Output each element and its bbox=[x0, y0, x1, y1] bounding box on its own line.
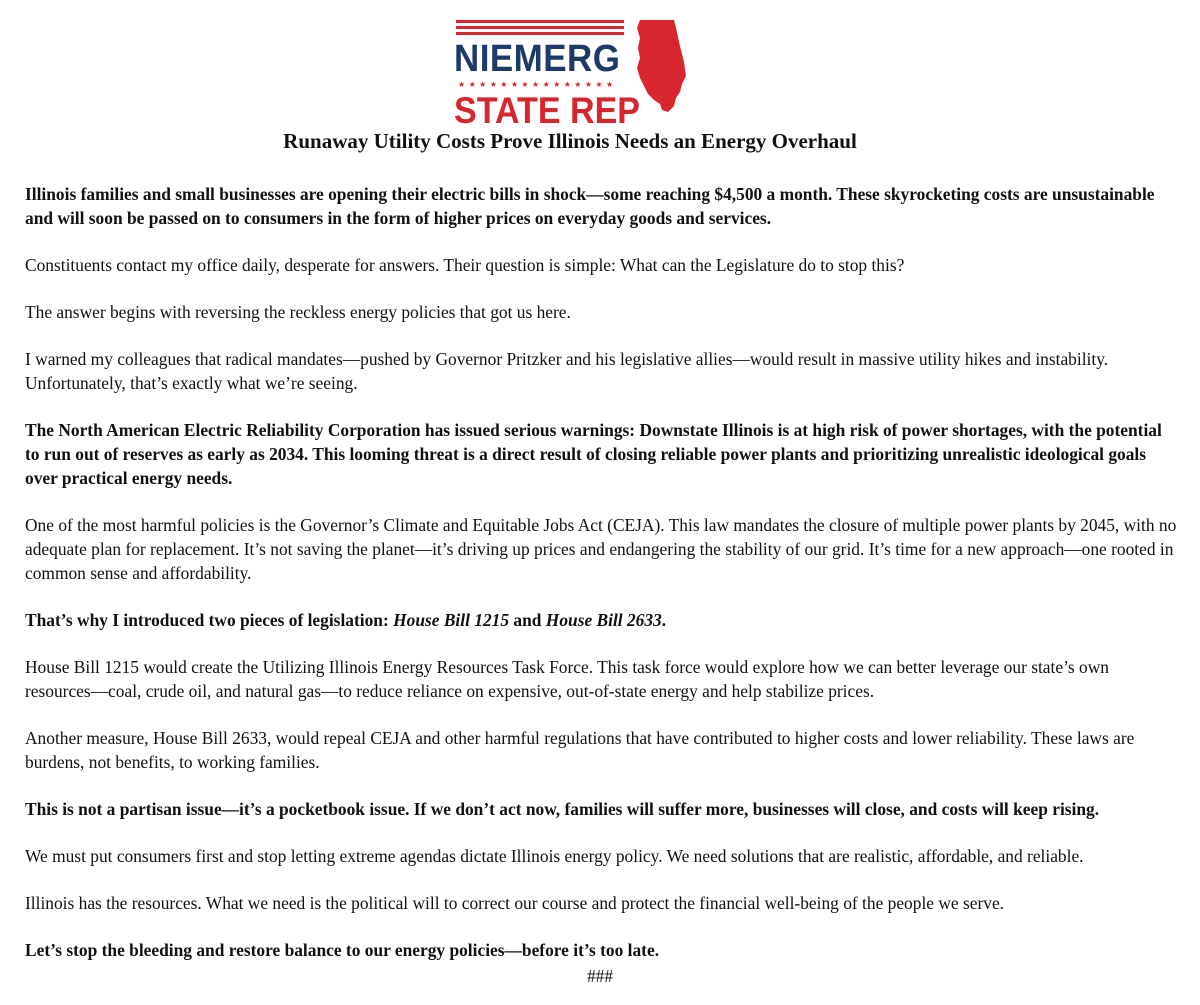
paragraph-2: Constituents contact my office daily, desperate for answers. Their question is simple: What can the Legislature do to stop this? bbox=[25, 255, 905, 275]
legislation-end: . bbox=[661, 610, 667, 630]
paragraph-8: House Bill 1215 would create the Utilizing Illinois Energy Resources Task Force. This task force would explore how we can better leverage our state’s own resources—coal, crude oil, and natural gas—to reduce reliance on expensive, out-of-state energy and help stabilize prices. bbox=[25, 657, 1109, 701]
bill-1215-ref: House Bill 1215 bbox=[393, 610, 510, 630]
paragraph-9: Another measure, House Bill 2633, would repeal CEJA and other harmful regulations that have contributed to higher costs and lower reliability. These laws are burdens, not benefits, to working families. bbox=[25, 728, 1135, 772]
paragraph-13: Let’s stop the bleeding and restore balance to our energy policies—before it’s too late. bbox=[25, 940, 660, 960]
legislation-and: and bbox=[509, 610, 546, 630]
paragraph-3: The answer begins with reversing the reckless energy policies that got us here. bbox=[25, 302, 571, 322]
paragraph-11: We must put consumers first and stop letting extreme agendas dictate Illinois energy policy. We need solutions that are realistic, affordable, and reliable. bbox=[25, 846, 1084, 866]
logo-stripes bbox=[456, 20, 624, 38]
bill-2633-ref: House Bill 2633 bbox=[545, 610, 662, 630]
article-body bbox=[25, 182, 1177, 985]
end-mark: ### bbox=[586, 966, 614, 986]
logo-name: NIEMERG bbox=[454, 38, 621, 80]
legislation-intro: That’s why I introduced two pieces of legislation: bbox=[25, 610, 394, 630]
paragraph-1: Illinois families and small businesses are opening their electric bills in shock—some reaching $4,500 a month. These skyrocketing costs are unsustainable and will soon be passed on to consumers in the form of higher prices on everyday goods and services. bbox=[25, 184, 1155, 228]
paragraph-6: One of the most harmful policies is the Governor’s Climate and Equitable Jobs Act (CEJA). This law mandates the closure of multiple power plants by 2045, with no adequate plan for replacement. It’s not saving the planet—it’s driving up prices and endangering the stability of our grid. It’s time for a new approach—one rooted in common sense and affordability. bbox=[25, 515, 1177, 583]
paragraph-7 bbox=[25, 608, 1177, 632]
paragraph-12: Illinois has the resources. What we need is the political will to correct our course and protect the financial well-being of the people we serve. bbox=[25, 893, 1005, 913]
illinois-state-icon bbox=[634, 18, 688, 114]
paragraph-10: This is not a partisan issue—it’s a pocketbook issue. If we don’t act now, families will suffer more, businesses will close, and costs will keep rising. bbox=[25, 799, 1100, 819]
logo-stars: ★★★★★★★★★★★★★★★ bbox=[458, 80, 617, 89]
paragraph-5: The North American Electric Reliability Corporation has issued serious warnings: Downstate Illinois is at high risk of power shortages, with the potential to run out of reserves as early as 2034. This looming threat is a direct result of closing reliable power plants and prioritizing unrealistic ideological goals over practical energy needs. bbox=[25, 420, 1162, 488]
niemerg-state-rep-logo bbox=[452, 18, 688, 131]
page-title: Runaway Utility Costs Prove Illinois Needs an Energy Overhaul bbox=[283, 129, 857, 153]
paragraph-4: I warned my colleagues that radical mandates—pushed by Governor Pritzker and his legislative allies—would result in massive utility hikes and instability. Unfortunately, that’s exactly what we’re seeing. bbox=[25, 349, 1109, 393]
logo-title: STATE REP bbox=[454, 90, 640, 131]
